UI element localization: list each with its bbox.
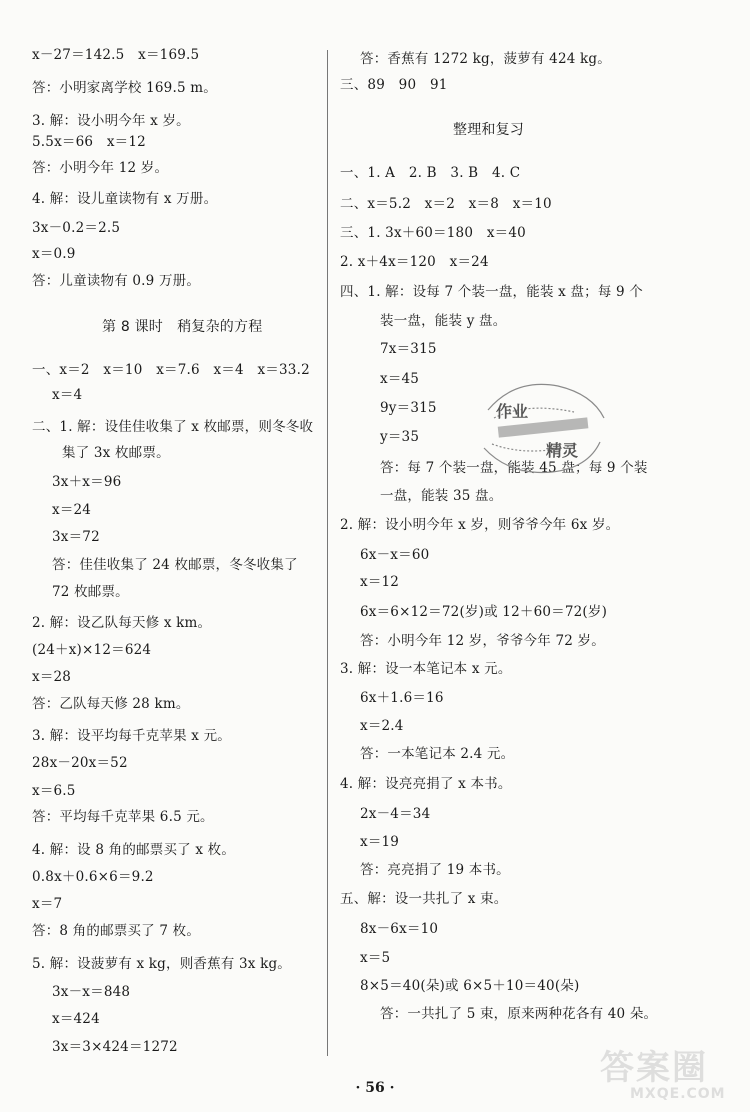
text-line: 四、1. 解：设每 7 个装一盘，能装 x 盘；每 9 个 [340, 284, 644, 300]
text-line: 2x－4＝34 [360, 806, 431, 822]
text-line: 9y＝315 [380, 400, 437, 416]
text-line: 五、解：设一共扎了 x 束。 [340, 891, 508, 907]
text-line: 装一盘，能装 y 盘。 [380, 313, 507, 329]
text-line: 3x－0.2＝2.5 [32, 220, 121, 236]
text-line: x＝5 [360, 950, 391, 966]
text-line: x＝45 [380, 371, 420, 387]
text-line: 一盘，能装 35 盘。 [380, 488, 503, 504]
text-line: 4. 解：设 8 角的邮票买了 x 枚。 [32, 842, 236, 858]
stamp-top-text: 作业 [496, 402, 529, 421]
text-line: 3. 解：设平均每千克苹果 x 元。 [32, 728, 231, 744]
text-line: x＝19 [360, 834, 400, 850]
text-line: 4. 解：设亮亮捐了 x 本书。 [340, 776, 512, 792]
page-number: · 56 · [355, 1080, 395, 1096]
text-line: x＝0.9 [32, 246, 76, 262]
text-line: 6x＋1.6＝16 [360, 690, 444, 706]
text-line: 0.8x＋0.6×6＝9.2 [32, 869, 154, 885]
watermark-text: 答案圈 [600, 1048, 708, 1088]
text-line: x＝28 [32, 669, 72, 685]
text-line: 答：香蕉有 1272 kg，菠萝有 424 kg。 [360, 51, 611, 67]
text-line: 答：儿童读物有 0.9 万册。 [32, 273, 201, 289]
text-line: 二、x＝5.2 x＝2 x＝8 x＝10 [340, 196, 552, 212]
column-divider [327, 50, 328, 1056]
text-line: 答：8 角的邮票买了 7 枚。 [32, 923, 201, 939]
text-line: 5.5x＝66 x＝12 [32, 134, 146, 150]
text-line: 答：佳佳收集了 24 枚邮票，冬冬收集了 [52, 557, 298, 573]
section-title: 第 8 课时 稍复杂的方程 [102, 319, 263, 335]
text-line: x－27＝142.5 x＝169.5 [32, 47, 200, 63]
text-line: 答：小明今年 12 岁，爷爷今年 72 岁。 [360, 633, 605, 649]
text-line: 7x＝315 [380, 341, 437, 357]
text-line: 3x＝3×424＝1272 [52, 1039, 178, 1055]
section-title: 整理和复习 [453, 122, 524, 138]
text-line: x＝6.5 [32, 783, 76, 799]
text-line: (24＋x)×12＝624 [32, 642, 152, 658]
text-line: 二、1. 解：设佳佳收集了 x 枚邮票，则冬冬收 [32, 419, 314, 435]
text-line: 三、89 90 91 [340, 77, 448, 93]
text-line: 答：每 7 个装一盘，能装 45 盘；每 9 个装 [380, 460, 648, 476]
text-line: 8x－6x＝10 [360, 921, 439, 937]
text-line: 6x－x＝60 [360, 547, 430, 563]
text-line: 一、1. A 2. B 3. B 4. C [340, 165, 521, 181]
watermark-url: MXQE.COM [630, 1086, 726, 1102]
text-line: 答：乙队每天修 28 km。 [32, 696, 190, 712]
text-line: x＝4 [52, 387, 83, 403]
text-line: 3. 解：设小明今年 x 岁。 [32, 113, 190, 129]
stamp-bottom-text: 精灵 [546, 441, 579, 460]
text-line: x＝24 [52, 502, 92, 518]
text-line: 3x＋x＝96 [52, 474, 122, 490]
text-line: 8×5＝40(朵)或 6×5＋10＝40(朵) [360, 978, 580, 994]
text-line: 28x－20x＝52 [32, 755, 128, 771]
text-line: 3x＝72 [52, 529, 100, 545]
text-line: 2. 解：设小明今年 x 岁，则爷爷今年 6x 岁。 [340, 517, 620, 533]
text-line: 答：小明家离学校 169.5 m。 [32, 80, 217, 96]
text-line: 答：一本笔记本 2.4 元。 [360, 746, 515, 762]
text-line: 三、1. 3x＋60＝180 x＝40 [340, 225, 526, 241]
text-line: 一、x＝2 x＝10 x＝7.6 x＝4 x＝33.2 [32, 362, 310, 378]
text-line: x＝12 [360, 574, 400, 590]
watermark-logo [600, 1050, 742, 1104]
homework-stamp [470, 372, 610, 482]
text-line: 答：亮亮捐了 19 本书。 [360, 862, 510, 878]
text-line: x＝7 [32, 896, 63, 912]
text-line: 2. x＋4x＝120 x＝24 [340, 254, 489, 270]
text-line: 2. 解：设乙队每天修 x km。 [32, 615, 212, 631]
text-line: 5. 解：设菠萝有 x kg，则香蕉有 3x kg。 [32, 956, 291, 972]
text-line: x＝424 [52, 1011, 100, 1027]
text-line: 答：平均每千克苹果 6.5 元。 [32, 809, 214, 825]
text-line: 72 枚邮票。 [52, 584, 129, 600]
text-line: 集了 3x 枚邮票。 [62, 445, 170, 461]
text-line: 6x＝6×12＝72(岁)或 12＋60＝72(岁) [360, 604, 608, 620]
text-line: 答：一共扎了 5 束，原来两种花各有 40 朵。 [380, 1006, 658, 1022]
text-line: 3. 解：设一本笔记本 x 元。 [340, 661, 512, 677]
text-line: 4. 解：设儿童读物有 x 万册。 [32, 191, 218, 207]
text-line: x＝2.4 [360, 718, 404, 734]
text-line: y＝35 [380, 429, 420, 445]
text-line: 3x－x＝848 [52, 984, 131, 1000]
text-line: 答：小明今年 12 岁。 [32, 160, 169, 176]
